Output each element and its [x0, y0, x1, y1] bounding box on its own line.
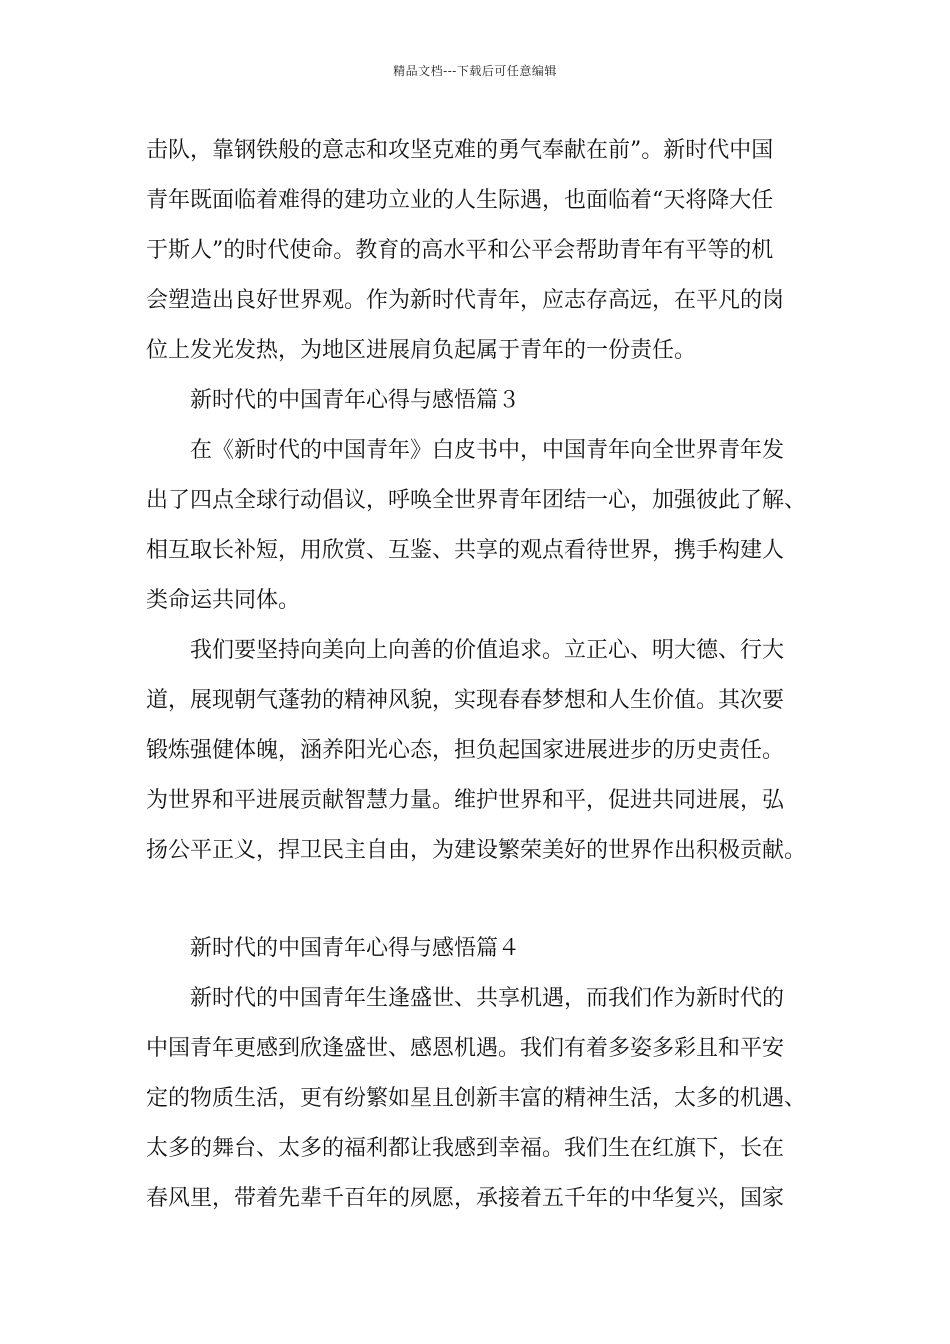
text-line: 定的物质生活，更有纷繁如星且创新丰富的精神生活，太多的机遇、 — [146, 1086, 807, 1111]
text-line: 我们要坚持向美向上向善的价值追求。立正心、明大德、行大 — [190, 638, 785, 663]
text-line: 出了四点全球行动倡议，呼唤全世界青年团结一心，加强彼此了解、 — [146, 488, 807, 513]
text-line: 青年既面临着难得的建功立业的人生际遇，也面临着“天将降大任 — [146, 188, 774, 213]
text-line: 中国青年更感到欣逢盛世、感恩机遇。我们有着多姿多彩且和平安 — [146, 1036, 785, 1061]
text-line: 道，展现朝气蓬勃的精神风貌，实现春春梦想和人生价值。其次要 — [146, 688, 785, 713]
text-line: 类命运共同体。 — [146, 588, 301, 613]
text-line: 新时代的中国青年生逢盛世、共享机遇，而我们作为新时代的 — [190, 986, 785, 1011]
section-heading: 新时代的中国青年心得与感悟篇３ — [190, 388, 521, 413]
text-line: 击队，靠钢铁般的意志和攻坚克难的勇气奉献在前”。新时代中国 — [146, 138, 774, 163]
text-line: 为世界和平进展贡献智慧力量。维护世界和平，促进共同进展，弘 — [146, 788, 785, 813]
text-line: 相互取长补短，用欣赏、互鉴、共享的观点看待世界，携手构建人 — [146, 538, 785, 563]
text-line: 扬公平正义，捍卫民主自由，为建设繁荣美好的世界作出积极贡献。 — [146, 838, 807, 863]
text-line: 锻炼强健体魄，涵养阳光心态，担负起国家进展进步的历史责任。 — [146, 738, 785, 763]
text-line: 在《新时代的中国青年》白皮书中，中国青年向全世界青年发 — [190, 438, 785, 463]
text-line: 春风里，带着先辈千百年的夙愿，承接着五千年的中华复兴，国家 — [146, 1186, 785, 1211]
text-line: 位上发光发热，为地区进展肩负起属于青年的一份责任。 — [146, 338, 697, 363]
text-line: 会塑造出良好世界观。作为新时代青年，应志存高远，在平凡的岗 — [146, 288, 785, 313]
text-line: 太多的舞台、太多的福利都让我感到幸福。我们生在红旗下，长在 — [146, 1136, 785, 1161]
page-header: 精品文档---下载后可任意编辑 — [393, 64, 557, 78]
text-line: 于斯人”的时代使命。教育的高水平和公平会帮助青年有平等的机 — [146, 238, 774, 263]
section-heading: 新时代的中国青年心得与感悟篇４ — [190, 936, 521, 961]
